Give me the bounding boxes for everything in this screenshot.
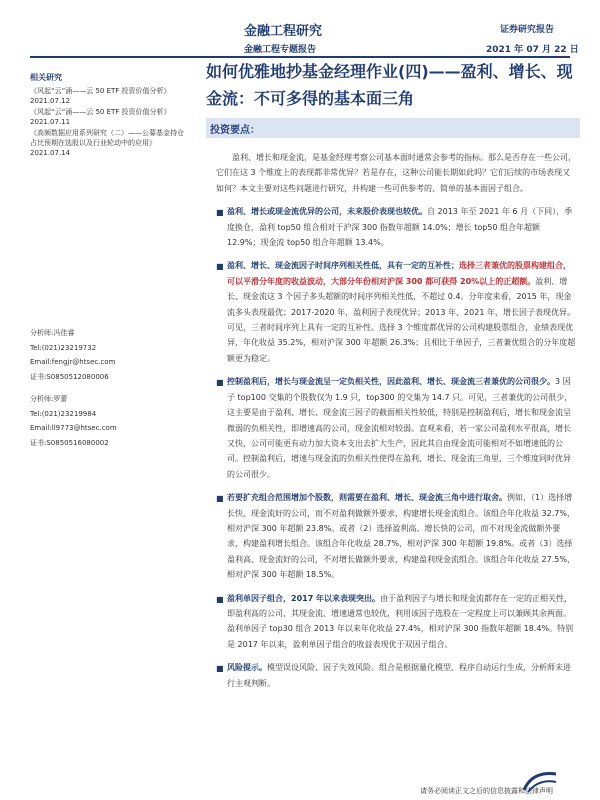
page-title: 如何优雅地抄基金经理作业(四)——盈利、增长、现金流：不可多得的基本面三角 xyxy=(206,62,573,108)
analyst-tel: Tel:(021)23219984 xyxy=(30,409,97,418)
disclaimer-footer: 请务必阅读正文之后的信息披露和法律声明 xyxy=(420,787,553,795)
bullet-icon: ■ xyxy=(216,262,224,272)
point-1-text: 自 2013 年至 2021 年 6 月（下同），季度换仓，盈利 top50 组合相对于沪深 300 指数年超额 14.0%；增长 top50 组合年超额 12.9%；现金流 top50 组合年超额 13.4%。 xyxy=(227,207,573,248)
point-6-heading: 风险提示。 xyxy=(227,663,267,673)
point-5-text: 由于盈利因子与增长和现金流都存在一定的正相关性，即盈利高的公司，其现金流、增速通常也较优，利用该因子选股在一定程度上可以兼顾其余两面。盈利单因子 top30 组合 2013 年以来年化收益 27.4%，相对沪深 300 指数年超额 18.4%。特别是 2017 年以来，盈利单因子组合的收益表现优于双因子组合。 xyxy=(227,593,574,649)
point-2-heading: 盈利、增长、现金流因子时间序列相关性低，具有一定的互补性； xyxy=(227,261,459,271)
analyst-cert: 证书:S0850516080002 xyxy=(30,438,109,447)
bullet-icon: ■ xyxy=(216,494,224,504)
intro-paragraph: 盈利、增长和现金流，是基金经理考察公司基本面时通常会参考的指标。那么是否存在一些公司，它们在这 3 个维度上的表现都非常优异？若是存在，这种公司能长期如此吗？它们后续的市场表现又如何？本文主要对这些问题进行研究，并构建一些可供参考的、简单的基本面因子组合。 xyxy=(216,153,576,193)
point-4-text: 例如，（1）选择增长快、现金流好的公司，而不对盈利做额外要求，构建增长现金流组合。该组合年化收益 32.7%，相对沪深 300 年超额 23.8%。或者（2）选择盈利高、增长快的公司，而不对现金流做额外要求，构建盈利增长组合。该组合年化收益 28.7%，相对沪深 300 年超额 19.8%。或者（3）选择盈利高、现金流好的公司，不对增长做额外要求，构建盈利现金流组合。该组合年化收益 27.5%，相对沪深 300 年超额 18.5%。 xyxy=(227,493,575,580)
analyst-cert: 证书:S0850512080006 xyxy=(30,372,109,381)
analyst-name: 分析师:罗蕾 xyxy=(30,395,68,403)
summary-label: 投资要点： xyxy=(210,125,260,136)
company-logo-icon xyxy=(520,770,560,794)
point-6 xyxy=(216,660,576,691)
point-3-text: 3 因子 top100 交集的个股数仅为 1.9 只，top300 的交集为 14.7 只。可见，三者兼优的公司很少，这主要是由于盈利、增长、现金流三因子的截面相关性较低，特别是控制盈利后，增长和现金流呈微弱的负相关性，即增速高的公司，现金流相对较弱。直观来看，若一家公司盈利水平很高，增长又快，公司可能更有动力加大资本支出去扩大生产，因此其自由现金流可能相对不如增速低的公司。控制盈利后，增速与现金流的负相关性使得在盈利、增长、现金流三角里，三个维度同时优异的公司很少。 xyxy=(227,377,573,479)
point-1-heading: 盈利、增长或现金流优异的公司，未来股价表现也较优。 xyxy=(227,207,427,217)
point-5 xyxy=(216,591,576,653)
point-4 xyxy=(216,490,576,582)
point-3-heading: 控制盈利后，增长与现金流呈一定负相关性，因此盈利、增长、现金流三者兼优的公司很少。 xyxy=(227,377,555,387)
report-date: 2021 年 07 月 22 日 xyxy=(486,45,579,55)
header-title: 金融工程研究 xyxy=(244,24,323,39)
point-1 xyxy=(216,204,576,250)
point-3 xyxy=(216,374,576,482)
bullet-icon: ■ xyxy=(216,664,224,674)
analyst-tel: Tel:(021)23219732 xyxy=(30,343,97,352)
point-2-highlight: 选择三者兼优的股票构建组合，可以平滑分年度的收益波动，大部分年份相对沪深 300 都可获得 20%以上的正超额。 xyxy=(227,261,571,286)
point-2-text: 盈利、增长、现金流这 3 个因子多头超额的时间序列相关性低，不超过 0.4。分年度来看，2015 年，现金流多头表现最优；2017-2020 年，盈利因子表现优异；2013 年、2021 年，增长因子表现优异。可见，三者时间序列上具有一定的互补性。选择 3 个维度都优异的公司构建股票组合，业绩表现优异，年化收益 35.2%，相对沪深 300 年超额 26.3%；且相比于单因子，三者兼优组合的分年度超额更为稳定。 xyxy=(227,276,576,363)
report-type-label: 证券研究报告 xyxy=(500,25,555,35)
summary-content xyxy=(216,150,576,691)
analyst-info xyxy=(30,326,190,450)
header-subtitle: 金融工程专题报告 xyxy=(244,45,317,55)
summary-bar xyxy=(206,118,580,138)
related-item[interactable]: 《风起“云”涌——云 50 ETF 投资价值分析》2021.07.12 xyxy=(30,87,171,105)
point-4-heading: 若要扩充组合范围增加个股数，则需要在盈利、增长、现金流三角中进行取舍。 xyxy=(227,493,507,503)
analyst-email[interactable]: Email:ll9773@htsec.com xyxy=(30,424,117,432)
point-2 xyxy=(216,258,576,366)
bullet-icon: ■ xyxy=(216,208,224,218)
bullet-icon: ■ xyxy=(216,378,224,388)
related-research-list xyxy=(30,86,190,159)
bullet-icon: ■ xyxy=(216,594,224,604)
analyst-email[interactable]: Email:fengjr@htsec.com xyxy=(30,358,116,366)
point-6-text: 模型误设风险、因子失效风险。组合是根据量化模型、程序自动运行生成，分析师未进行主观判断。 xyxy=(227,663,571,688)
point-5-heading: 盈利单因子组合，2017 年以来表现突出。 xyxy=(227,593,381,603)
related-item[interactable]: 《风起“云”涌——云 50 ETF 投资价值分析》2021.07.11 xyxy=(30,108,171,126)
analyst-name: 分析师:冯佳睿 xyxy=(30,329,75,337)
related-research-title: 相关研究 xyxy=(30,73,62,82)
related-item[interactable]: 《高频数据应用系列研究（二）——公募基金持仓占比预期在选股以及行业轮动中的应用》2021.07.14 xyxy=(30,129,184,157)
